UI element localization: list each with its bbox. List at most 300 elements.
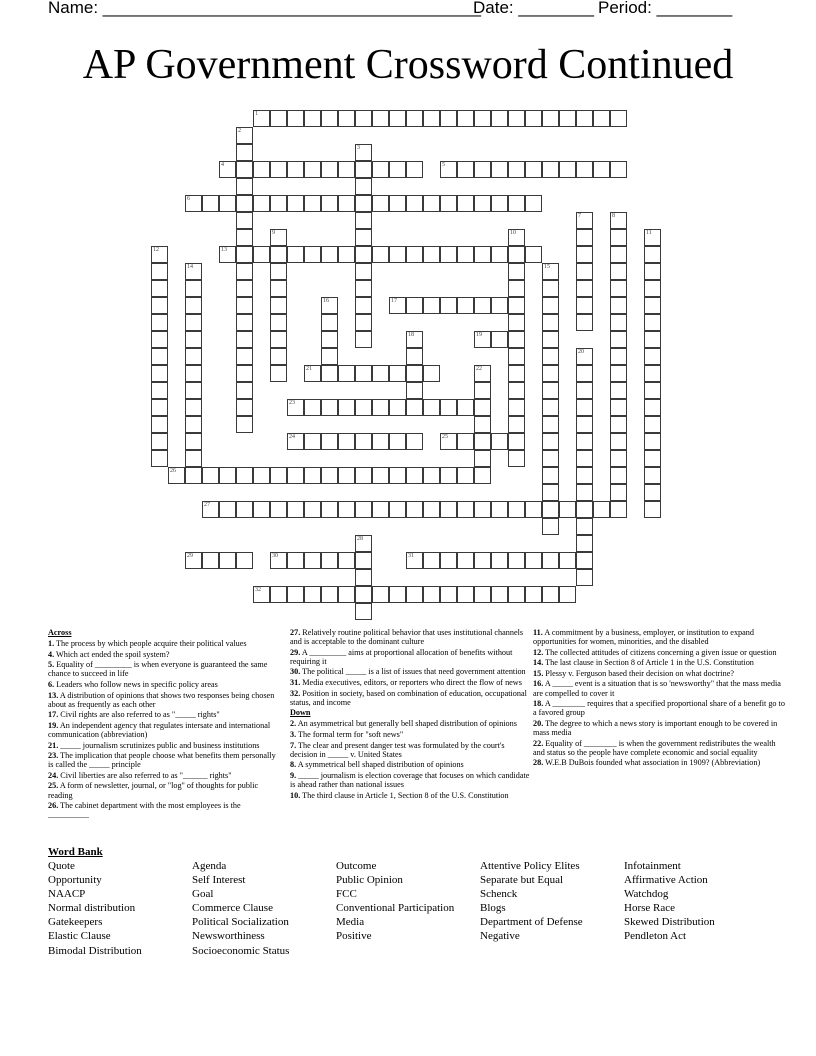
- crossword-cell[interactable]: [610, 212, 627, 229]
- crossword-cell[interactable]: [644, 348, 661, 365]
- crossword-cell[interactable]: [474, 467, 491, 484]
- crossword-cell[interactable]: [372, 501, 389, 518]
- crossword-cell[interactable]: [372, 195, 389, 212]
- crossword-cell[interactable]: [542, 433, 559, 450]
- crossword-cell[interactable]: [440, 399, 457, 416]
- crossword-cell[interactable]: [644, 280, 661, 297]
- crossword-cell[interactable]: [508, 161, 525, 178]
- crossword-cell[interactable]: [355, 144, 372, 161]
- crossword-cell[interactable]: [474, 382, 491, 399]
- crossword-cell[interactable]: [372, 467, 389, 484]
- crossword-cell[interactable]: [219, 161, 236, 178]
- crossword-cell[interactable]: [270, 263, 287, 280]
- crossword-cell[interactable]: [406, 161, 423, 178]
- crossword-cell[interactable]: [508, 263, 525, 280]
- crossword-cell[interactable]: [576, 552, 593, 569]
- crossword-cell[interactable]: [287, 433, 304, 450]
- crossword-cell[interactable]: [644, 416, 661, 433]
- crossword-cell[interactable]: [270, 280, 287, 297]
- crossword-cell[interactable]: [474, 416, 491, 433]
- crossword-cell[interactable]: [542, 161, 559, 178]
- crossword-cell[interactable]: [576, 382, 593, 399]
- crossword-cell[interactable]: [236, 348, 253, 365]
- crossword-cell[interactable]: [508, 331, 525, 348]
- crossword-cell[interactable]: [644, 399, 661, 416]
- crossword-cell[interactable]: [525, 110, 542, 127]
- crossword-cell[interactable]: [236, 144, 253, 161]
- crossword-cell[interactable]: [474, 501, 491, 518]
- crossword-cell[interactable]: [559, 501, 576, 518]
- crossword-cell[interactable]: [151, 450, 168, 467]
- crossword-cell[interactable]: [185, 450, 202, 467]
- crossword-cell[interactable]: [576, 518, 593, 535]
- crossword-cell[interactable]: [610, 416, 627, 433]
- crossword-cell[interactable]: [644, 484, 661, 501]
- crossword-cell[interactable]: [610, 280, 627, 297]
- crossword-cell[interactable]: [287, 501, 304, 518]
- crossword-cell[interactable]: [338, 433, 355, 450]
- crossword-cell[interactable]: [542, 263, 559, 280]
- crossword-cell[interactable]: [151, 382, 168, 399]
- crossword-cell[interactable]: [236, 501, 253, 518]
- crossword-cell[interactable]: [389, 586, 406, 603]
- crossword-cell[interactable]: [185, 399, 202, 416]
- crossword-cell[interactable]: [440, 586, 457, 603]
- crossword-cell[interactable]: [457, 433, 474, 450]
- crossword-cell[interactable]: [185, 433, 202, 450]
- crossword-cell[interactable]: [525, 246, 542, 263]
- crossword-cell[interactable]: [491, 297, 508, 314]
- crossword-cell[interactable]: [219, 195, 236, 212]
- crossword-cell[interactable]: [185, 382, 202, 399]
- crossword-cell[interactable]: [576, 450, 593, 467]
- crossword-cell[interactable]: [355, 603, 372, 620]
- crossword-cell[interactable]: [559, 552, 576, 569]
- crossword-cell[interactable]: [151, 246, 168, 263]
- crossword-cell[interactable]: [321, 246, 338, 263]
- crossword-cell[interactable]: [440, 195, 457, 212]
- crossword-cell[interactable]: [457, 246, 474, 263]
- crossword-cell[interactable]: [338, 501, 355, 518]
- crossword-cell[interactable]: [610, 365, 627, 382]
- crossword-cell[interactable]: [270, 501, 287, 518]
- crossword-cell[interactable]: [321, 348, 338, 365]
- crossword-cell[interactable]: [542, 365, 559, 382]
- crossword-cell[interactable]: [491, 161, 508, 178]
- crossword-cell[interactable]: [457, 467, 474, 484]
- crossword-cell[interactable]: [423, 399, 440, 416]
- crossword-cell[interactable]: [253, 467, 270, 484]
- crossword-cell[interactable]: [355, 195, 372, 212]
- name-field[interactable]: Name: ________________________________________: [48, 0, 481, 17]
- crossword-cell[interactable]: [406, 382, 423, 399]
- crossword-cell[interactable]: [236, 178, 253, 195]
- crossword-cell[interactable]: [576, 501, 593, 518]
- crossword-cell[interactable]: [355, 552, 372, 569]
- crossword-cell[interactable]: [389, 399, 406, 416]
- crossword-cell[interactable]: [270, 331, 287, 348]
- crossword-cell[interactable]: [423, 110, 440, 127]
- crossword-cell[interactable]: [389, 501, 406, 518]
- crossword-cell[interactable]: [185, 348, 202, 365]
- crossword-cell[interactable]: [610, 331, 627, 348]
- crossword-cell[interactable]: [610, 110, 627, 127]
- crossword-cell[interactable]: [151, 365, 168, 382]
- crossword-cell[interactable]: [576, 348, 593, 365]
- crossword-cell[interactable]: [338, 195, 355, 212]
- crossword-cell[interactable]: [304, 110, 321, 127]
- crossword-cell[interactable]: [576, 161, 593, 178]
- crossword-cell[interactable]: [423, 246, 440, 263]
- crossword-cell[interactable]: [355, 569, 372, 586]
- crossword-cell[interactable]: [610, 399, 627, 416]
- crossword-cell[interactable]: [457, 297, 474, 314]
- crossword-cell[interactable]: [542, 314, 559, 331]
- crossword-cell[interactable]: [542, 331, 559, 348]
- crossword-cell[interactable]: [270, 586, 287, 603]
- crossword-cell[interactable]: [610, 484, 627, 501]
- crossword-cell[interactable]: [406, 501, 423, 518]
- crossword-cell[interactable]: [372, 110, 389, 127]
- crossword-cell[interactable]: [542, 501, 559, 518]
- crossword-cell[interactable]: [542, 586, 559, 603]
- crossword-cell[interactable]: [321, 552, 338, 569]
- crossword-cell[interactable]: [508, 382, 525, 399]
- crossword-cell[interactable]: [185, 263, 202, 280]
- crossword-cell[interactable]: [270, 467, 287, 484]
- crossword-cell[interactable]: [355, 297, 372, 314]
- crossword-cell[interactable]: [355, 331, 372, 348]
- crossword-cell[interactable]: [355, 501, 372, 518]
- crossword-cell[interactable]: [440, 552, 457, 569]
- crossword-cell[interactable]: [287, 195, 304, 212]
- crossword-cell[interactable]: [270, 297, 287, 314]
- crossword-cell[interactable]: [321, 161, 338, 178]
- crossword-cell[interactable]: [406, 110, 423, 127]
- crossword-cell[interactable]: [236, 246, 253, 263]
- crossword-cell[interactable]: [440, 246, 457, 263]
- crossword-cell[interactable]: [542, 467, 559, 484]
- crossword-cell[interactable]: [508, 229, 525, 246]
- crossword-cell[interactable]: [491, 331, 508, 348]
- date-field[interactable]: Date: ________: [473, 0, 594, 17]
- crossword-cell[interactable]: [457, 110, 474, 127]
- crossword-cell[interactable]: [236, 331, 253, 348]
- crossword-cell[interactable]: [440, 501, 457, 518]
- crossword-cell[interactable]: [610, 263, 627, 280]
- crossword-cell[interactable]: [508, 280, 525, 297]
- crossword-cell[interactable]: [287, 586, 304, 603]
- crossword-cell[interactable]: [610, 433, 627, 450]
- crossword-cell[interactable]: [236, 212, 253, 229]
- crossword-cell[interactable]: [576, 246, 593, 263]
- crossword-cell[interactable]: [287, 552, 304, 569]
- crossword-cell[interactable]: [576, 467, 593, 484]
- crossword-cell[interactable]: [525, 501, 542, 518]
- crossword-cell[interactable]: [644, 467, 661, 484]
- crossword-cell[interactable]: [440, 110, 457, 127]
- crossword-cell[interactable]: [474, 365, 491, 382]
- crossword-cell[interactable]: [576, 263, 593, 280]
- crossword-cell[interactable]: [355, 314, 372, 331]
- crossword-cell[interactable]: [457, 161, 474, 178]
- crossword-cell[interactable]: [304, 586, 321, 603]
- crossword-cell[interactable]: [151, 297, 168, 314]
- crossword-cell[interactable]: [440, 433, 457, 450]
- crossword-cell[interactable]: [508, 399, 525, 416]
- crossword-cell[interactable]: [406, 331, 423, 348]
- crossword-cell[interactable]: [474, 331, 491, 348]
- crossword-cell[interactable]: [355, 246, 372, 263]
- crossword-cell[interactable]: [508, 552, 525, 569]
- crossword-cell[interactable]: [270, 552, 287, 569]
- crossword-cell[interactable]: [508, 365, 525, 382]
- crossword-cell[interactable]: [236, 229, 253, 246]
- crossword-cell[interactable]: [236, 365, 253, 382]
- crossword-cell[interactable]: [270, 161, 287, 178]
- crossword-cell[interactable]: [253, 586, 270, 603]
- crossword-cell[interactable]: [236, 280, 253, 297]
- crossword-cell[interactable]: [338, 399, 355, 416]
- crossword-cell[interactable]: [151, 416, 168, 433]
- crossword-cell[interactable]: [508, 433, 525, 450]
- crossword-cell[interactable]: [423, 297, 440, 314]
- crossword-cell[interactable]: [321, 501, 338, 518]
- crossword-cell[interactable]: [185, 467, 202, 484]
- crossword-cell[interactable]: [270, 229, 287, 246]
- crossword-cell[interactable]: [457, 501, 474, 518]
- crossword-cell[interactable]: [508, 450, 525, 467]
- crossword-cell[interactable]: [338, 467, 355, 484]
- crossword-cell[interactable]: [287, 467, 304, 484]
- crossword-cell[interactable]: [304, 246, 321, 263]
- crossword-cell[interactable]: [185, 314, 202, 331]
- crossword-cell[interactable]: [406, 246, 423, 263]
- crossword-cell[interactable]: [542, 450, 559, 467]
- crossword-cell[interactable]: [474, 246, 491, 263]
- crossword-cell[interactable]: [423, 467, 440, 484]
- crossword-cell[interactable]: [576, 314, 593, 331]
- crossword-cell[interactable]: [542, 297, 559, 314]
- crossword-cell[interactable]: [542, 518, 559, 535]
- crossword-cell[interactable]: [287, 161, 304, 178]
- crossword-cell[interactable]: [610, 161, 627, 178]
- crossword-cell[interactable]: [219, 501, 236, 518]
- crossword-cell[interactable]: [338, 365, 355, 382]
- crossword-cell[interactable]: [219, 552, 236, 569]
- crossword-cell[interactable]: [321, 297, 338, 314]
- crossword-cell[interactable]: [355, 467, 372, 484]
- crossword-cell[interactable]: [389, 433, 406, 450]
- crossword-cell[interactable]: [185, 331, 202, 348]
- crossword-cell[interactable]: [576, 110, 593, 127]
- period-field[interactable]: Period: ________: [598, 0, 733, 17]
- crossword-cell[interactable]: [491, 246, 508, 263]
- crossword-cell[interactable]: [525, 552, 542, 569]
- crossword-cell[interactable]: [372, 399, 389, 416]
- crossword-cell[interactable]: [389, 467, 406, 484]
- crossword-cell[interactable]: [644, 297, 661, 314]
- crossword-cell[interactable]: [321, 399, 338, 416]
- crossword-cell[interactable]: [474, 297, 491, 314]
- crossword-cell[interactable]: [389, 365, 406, 382]
- crossword-cell[interactable]: [644, 450, 661, 467]
- crossword-cell[interactable]: [474, 450, 491, 467]
- crossword-cell[interactable]: [185, 195, 202, 212]
- crossword-cell[interactable]: [168, 467, 185, 484]
- crossword-cell[interactable]: [304, 195, 321, 212]
- crossword-cell[interactable]: [321, 195, 338, 212]
- crossword-cell[interactable]: [474, 552, 491, 569]
- crossword-cell[interactable]: [389, 297, 406, 314]
- crossword-cell[interactable]: [236, 263, 253, 280]
- crossword-cell[interactable]: [151, 399, 168, 416]
- crossword-cell[interactable]: [508, 195, 525, 212]
- crossword-cell[interactable]: [576, 535, 593, 552]
- crossword-cell[interactable]: [542, 399, 559, 416]
- crossword-cell[interactable]: [185, 280, 202, 297]
- crossword-cell[interactable]: [457, 586, 474, 603]
- crossword-cell[interactable]: [270, 246, 287, 263]
- crossword-cell[interactable]: [372, 365, 389, 382]
- crossword-cell[interactable]: [610, 348, 627, 365]
- crossword-cell[interactable]: [219, 467, 236, 484]
- crossword-cell[interactable]: [644, 331, 661, 348]
- crossword-cell[interactable]: [151, 263, 168, 280]
- crossword-cell[interactable]: [185, 365, 202, 382]
- crossword-cell[interactable]: [542, 416, 559, 433]
- crossword-cell[interactable]: [474, 161, 491, 178]
- crossword-cell[interactable]: [457, 552, 474, 569]
- crossword-cell[interactable]: [321, 467, 338, 484]
- crossword-cell[interactable]: [559, 110, 576, 127]
- crossword-cell[interactable]: [321, 433, 338, 450]
- crossword-cell[interactable]: [576, 365, 593, 382]
- crossword-cell[interactable]: [644, 229, 661, 246]
- crossword-cell[interactable]: [644, 382, 661, 399]
- crossword-cell[interactable]: [610, 501, 627, 518]
- crossword-cell[interactable]: [423, 552, 440, 569]
- crossword-cell[interactable]: [151, 433, 168, 450]
- crossword-cell[interactable]: [219, 246, 236, 263]
- crossword-cell[interactable]: [542, 280, 559, 297]
- crossword-cell[interactable]: [287, 110, 304, 127]
- crossword-cell[interactable]: [576, 416, 593, 433]
- crossword-cell[interactable]: [644, 501, 661, 518]
- crossword-cell[interactable]: [372, 161, 389, 178]
- crossword-cell[interactable]: [321, 314, 338, 331]
- crossword-cell[interactable]: [253, 195, 270, 212]
- crossword-cell[interactable]: [542, 348, 559, 365]
- crossword-cell[interactable]: [576, 280, 593, 297]
- crossword-cell[interactable]: [151, 331, 168, 348]
- crossword-cell[interactable]: [372, 246, 389, 263]
- crossword-cell[interactable]: [508, 246, 525, 263]
- crossword-cell[interactable]: [644, 263, 661, 280]
- crossword-cell[interactable]: [151, 348, 168, 365]
- crossword-cell[interactable]: [406, 297, 423, 314]
- crossword-cell[interactable]: [202, 552, 219, 569]
- crossword-cell[interactable]: [491, 195, 508, 212]
- crossword-cell[interactable]: [355, 433, 372, 450]
- crossword-cell[interactable]: [304, 501, 321, 518]
- crossword-cell[interactable]: [491, 501, 508, 518]
- crossword-cell[interactable]: [270, 314, 287, 331]
- crossword-cell[interactable]: [576, 569, 593, 586]
- crossword-cell[interactable]: [491, 433, 508, 450]
- crossword-cell[interactable]: [440, 161, 457, 178]
- crossword-cell[interactable]: [185, 416, 202, 433]
- crossword-cell[interactable]: [253, 110, 270, 127]
- crossword-cell[interactable]: [491, 110, 508, 127]
- crossword-cell[interactable]: [576, 212, 593, 229]
- crossword-cell[interactable]: [338, 586, 355, 603]
- crossword-cell[interactable]: [185, 297, 202, 314]
- crossword-cell[interactable]: [304, 365, 321, 382]
- crossword-cell[interactable]: [355, 263, 372, 280]
- crossword-cell[interactable]: [338, 161, 355, 178]
- crossword-cell[interactable]: [508, 501, 525, 518]
- crossword-cell[interactable]: [610, 450, 627, 467]
- crossword-cell[interactable]: [423, 195, 440, 212]
- crossword-cell[interactable]: [610, 314, 627, 331]
- crossword-cell[interactable]: [287, 246, 304, 263]
- crossword-cell[interactable]: [321, 365, 338, 382]
- crossword-cell[interactable]: [576, 433, 593, 450]
- crossword-cell[interactable]: [389, 195, 406, 212]
- crossword-cell[interactable]: [355, 365, 372, 382]
- crossword-cell[interactable]: [236, 467, 253, 484]
- crossword-cell[interactable]: [202, 501, 219, 518]
- crossword-cell[interactable]: [576, 297, 593, 314]
- crossword-cell[interactable]: [474, 110, 491, 127]
- crossword-cell[interactable]: [508, 416, 525, 433]
- crossword-cell[interactable]: [355, 399, 372, 416]
- crossword-cell[interactable]: [542, 484, 559, 501]
- crossword-cell[interactable]: [644, 246, 661, 263]
- crossword-cell[interactable]: [406, 365, 423, 382]
- crossword-cell[interactable]: [321, 110, 338, 127]
- crossword-cell[interactable]: [474, 433, 491, 450]
- crossword-cell[interactable]: [270, 365, 287, 382]
- crossword-cell[interactable]: [525, 161, 542, 178]
- crossword-cell[interactable]: [355, 586, 372, 603]
- crossword-cell[interactable]: [406, 586, 423, 603]
- crossword-cell[interactable]: [474, 399, 491, 416]
- crossword-cell[interactable]: [321, 331, 338, 348]
- crossword-cell[interactable]: [406, 348, 423, 365]
- crossword-cell[interactable]: [355, 535, 372, 552]
- crossword-cell[interactable]: [355, 161, 372, 178]
- crossword-cell[interactable]: [559, 586, 576, 603]
- crossword-cell[interactable]: [423, 501, 440, 518]
- crossword-cell[interactable]: [253, 501, 270, 518]
- crossword-cell[interactable]: [525, 586, 542, 603]
- crossword-cell[interactable]: [270, 195, 287, 212]
- crossword-cell[interactable]: [576, 229, 593, 246]
- crossword-cell[interactable]: [372, 586, 389, 603]
- crossword-cell[interactable]: [474, 195, 491, 212]
- crossword-cell[interactable]: [236, 416, 253, 433]
- crossword-cell[interactable]: [610, 246, 627, 263]
- crossword-cell[interactable]: [355, 212, 372, 229]
- crossword-cell[interactable]: [202, 195, 219, 212]
- crossword-cell[interactable]: [457, 195, 474, 212]
- crossword-cell[interactable]: [151, 314, 168, 331]
- crossword-cell[interactable]: [457, 399, 474, 416]
- crossword-cell[interactable]: [644, 314, 661, 331]
- crossword-cell[interactable]: [542, 110, 559, 127]
